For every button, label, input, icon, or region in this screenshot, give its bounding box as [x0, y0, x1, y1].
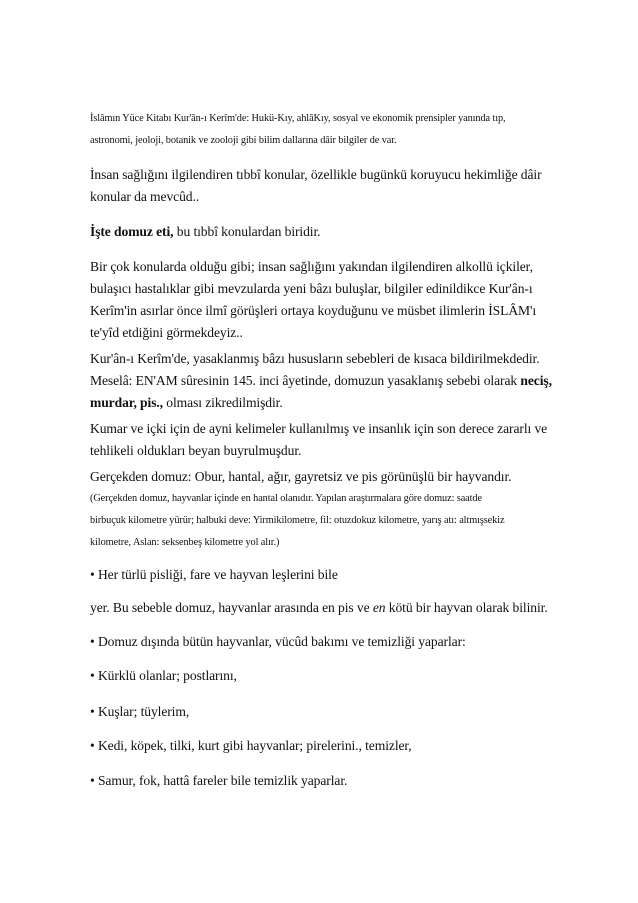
paragraph-prohibition [90, 348, 552, 414]
paragraph-prohibition-line-3 [90, 392, 552, 414]
paragraph-gambling [90, 418, 547, 462]
paragraph-dirtiest-line [90, 597, 548, 619]
pig-description-note [90, 488, 511, 554]
bullet-birds [90, 701, 189, 723]
paragraph-pig-description [90, 466, 511, 554]
paragraph-dirtiest [90, 597, 548, 619]
bullet-sable-text: • Samur, fok, hattâ fareler bile temizlik yaparlar. [90, 773, 348, 788]
pig-description-main [90, 466, 511, 488]
prohibition-text-3: olması zikredilmişdir. [162, 395, 283, 410]
pig-note-line-3: kilometre, Aslan: seksenbeş kilometre yol alır.) [90, 537, 280, 548]
bullet-hygiene [90, 631, 466, 653]
bullet-filth-text: • Her türlü pisliği, fare ve hayvan leşlerini bile [90, 567, 338, 582]
prohibition-text-2: Meselâ: EN'AM sûresinin 145. inci âyetinde, domuzun yasaklanış sebebi olarak [90, 373, 521, 388]
intro-line-2: astronomi, jeoloji, botanik ve zooloji gibi bilim dallarına dâir bilgiler de var. [90, 135, 397, 146]
paragraph-science-line-3: Kerîm'in asırlar önce ilmî görüşleri ortaya koyduğunu ve müsbet ilimlerin İSLÂM'ı [90, 303, 537, 318]
paragraph-science-line-1: Bir çok konularda olduğu gibi; insan sağlığını yakından ilgilendiren alkollü içkiler, [90, 259, 533, 274]
pork-bold: İşte domuz eti, [90, 224, 174, 239]
intro-paragraph [90, 108, 506, 152]
bullet-filth [90, 564, 338, 586]
paragraph-prohibition-line-1: Kur'ân-ı Kerîm'de, yasaklanmış bâzı hususların sebebleri de kısaca bildirilmekdedir. [90, 351, 540, 366]
paragraph-health-line-1: İnsan sağlığını ilgilendiren tıbbî konular, özellikle bugünkü koruyucu hekimliğe dâir [90, 167, 542, 182]
paragraph-science-line-2: bulaşıcı hastalıklar gibi mevzularda yeni bâzı buluşlar, bilgiler edinildikce Kur'ân-ı [90, 281, 533, 296]
pig-note-line-1: (Gerçekden domuz, hayvanlar içinde en hantal olanıdır. Yapılan araştırmalara göre domuz: saatde [90, 493, 482, 504]
bullet-pets-text: • Kedi, köpek, tilki, kurt gibi hayvanlar; pirelerini., temizler, [90, 738, 412, 753]
paragraph-science-line-4: te'yîd etdiğini görmekdeyiz.. [90, 325, 243, 340]
paragraph-pork [90, 221, 320, 243]
dirtiest-italic: en [372, 600, 386, 615]
intro-line-1: İslâmın Yüce Kitabı Kur'ân-ı Kerîm'de: Hukü-Kıy, ahlâKıy, sosyal ve ekonomik prensipler yanında tıp, [90, 113, 506, 124]
bullet-fur [90, 665, 237, 687]
prohibition-bold-3: murdar, pis., [90, 395, 163, 410]
paragraph-gambling-line-2: tehlikeli oldukları beyan buyrulmuşdur. [90, 443, 302, 458]
paragraph-health-line-2: konular da mevcûd.. [90, 189, 200, 204]
pig-description-line-1: Gerçekden domuz: Obur, hantal, ağır, gayretsiz ve pis görünüşlü bir hayvandır. [90, 469, 512, 484]
paragraph-health [90, 164, 542, 208]
paragraph-science [90, 256, 536, 344]
bullet-fur-text: • Kürklü olanlar; postlarını, [90, 668, 237, 683]
bullet-hygiene-text: • Domuz dışında bütün hayvanlar, vücûd bakımı ve temizliği yaparlar: [90, 634, 466, 649]
pork-rest: bu tıbbî konulardan biridir. [173, 224, 321, 239]
dirtiest-after: kötü bir hayvan olarak bilinir. [385, 600, 548, 615]
paragraph-gambling-line-1: Kumar ve içki için de ayni kelimeler kullanılmış ve insanlık için son derece zararlı ve [90, 421, 548, 436]
paragraph-prohibition-line-2 [90, 370, 552, 392]
dirtiest-before: yer. Bu sebeble domuz, hayvanlar arasında en pis ve [90, 600, 373, 615]
bullet-birds-text: • Kuşlar; tüylerim, [90, 704, 190, 719]
bullet-sable [90, 770, 347, 792]
paragraph-pork-line [90, 221, 320, 243]
bullet-pets [90, 735, 412, 757]
prohibition-bold-2: neciş, [520, 373, 552, 388]
pig-note-line-2: birbuçuk kilometre yürür; halbuki deve: Yirmikilometre, fil: otuzdokuz kilometre, yarış atı: altmışsekiz [90, 515, 505, 526]
